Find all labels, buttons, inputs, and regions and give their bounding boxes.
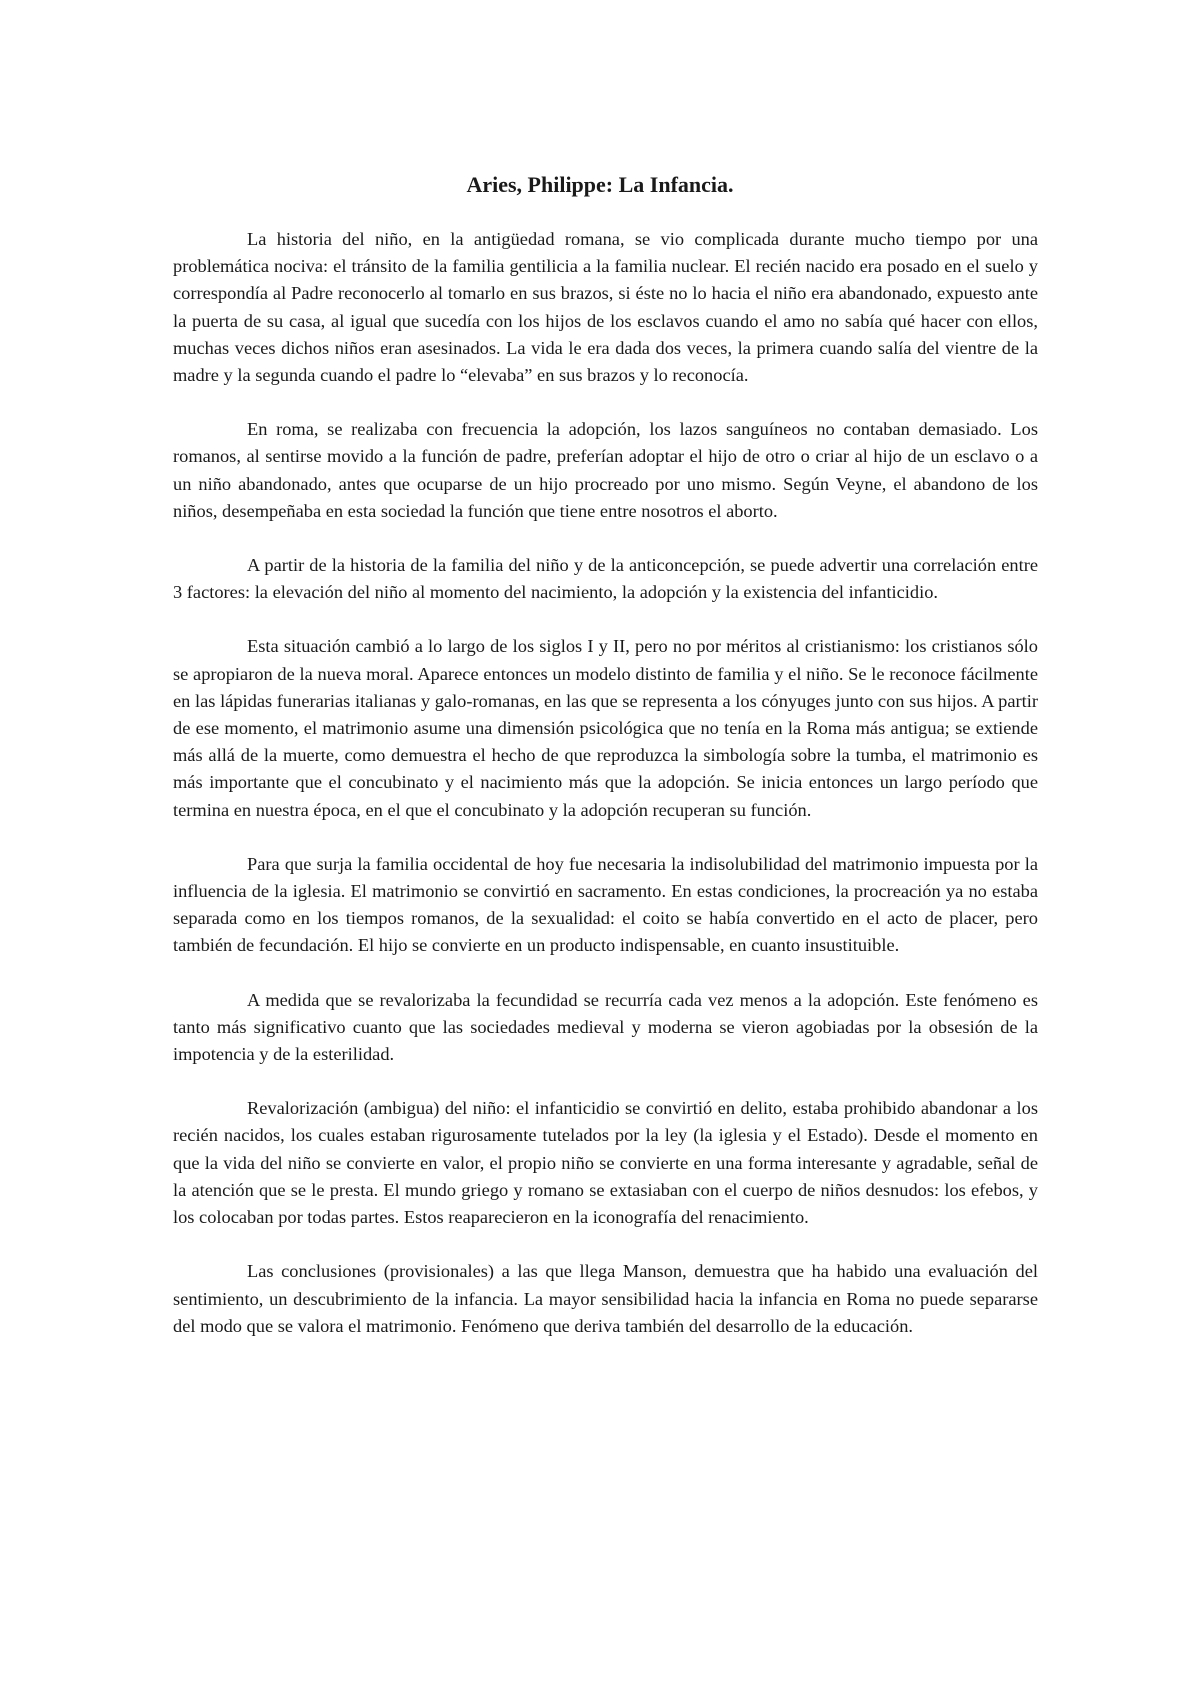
- paragraph-4: Esta situación cambió a lo largo de los siglos I y II, pero no por méritos al cristianismo: los cristianos sólo se apropiaron de la nueva moral. Aparece entonces un modelo distinto de familia y el niño. Se le reconoce fácilmente en las lápidas funerarias italianas y galo-romanas, en las que se representa a los cónyuges junto con sus hijos. A partir de ese momento, el matrimonio asume una dimensión psicológica que no tenía en la Roma más antigua; se extiende más allá de la muerte, como demuestra el hecho de que reproduzca la simbología sobre la tumba, el matrimonio es más importante que el concubinato y el nacimiento más que la adopción. Se inicia entonces un largo período que termina en nuestra época, en el que el concubinato y la adopción recuperan su función.: [173, 636, 1038, 820]
- paragraph-6: A medida que se revalorizaba la fecundidad se recurría cada vez menos a la adopción. Este fenómeno es tanto más significativo cuanto que las sociedades medieval y moderna se vieron agobiadas por la obsesión de la impotencia y de la esterilidad.: [173, 989, 1038, 1065]
- paragraph-5: Para que surja la familia occidental de hoy fue necesaria la indisolubilidad del matrimonio impuesta por la influencia de la iglesia. El matrimonio se convirtió en sacramento. En estas condiciones, la procreación ya no estaba separada como en los tiempos romanos, de la sexualidad: el coito se había convertido en el acto de placer, pero también de fecundación. El hijo se convierte en un producto indispensable, en cuanto insustituible.: [173, 853, 1038, 956]
- document-title: Aries, Philippe: La Infancia.: [466, 172, 734, 197]
- document-body: [173, 226, 1038, 1367]
- paragraph-7: Revalorización (ambigua) del niño: el infanticidio se convirtió en delito, estaba prohibido abandonar a los recién nacidos, los cuales estaban rigurosamente tutelados por la ley (la iglesia y el Estado). Desde el momento en que la vida del niño se convierte en valor, el propio niño se convierte en una forma interesante y agradable, señal de la atención que se le presta. El mundo griego y romano se extasiaban con el cuerpo de niños desnudos: los efebos, y los colocaban por todas partes. Estos reaparecieron en la iconografía del renacimiento.: [173, 1098, 1038, 1228]
- paragraph-1: La historia del niño, en la antigüedad romana, se vio complicada durante mucho tiempo por una problemática nociva: el tránsito de la familia gentilicia a la familia nuclear. El recién nacido era posado en el suelo y correspondía al Padre reconocerlo al tomarlo en sus brazos, si éste no lo hacia el niño era abandonado, expuesto ante la puerta de su casa, al igual que sucedía con los hijos de los esclavos cuando el amo no sabía qué hacer con ellos, muchas veces dichos niños eran asesinados. La vida le era dada dos veces, la primera cuando salía del vientre de la madre y la segunda cuando el padre lo “elevaba” en sus brazos y lo reconocía.: [173, 229, 1038, 386]
- paragraph-2: En roma, se realizaba con frecuencia la adopción, los lazos sanguíneos no contaban demasiado. Los romanos, al sentirse movido a la función de padre, preferían adoptar el hijo de otro o criar al hijo de un esclavo o a un niño abandonado, antes que ocuparse de un hijo procreado por uno mismo. Según Veyne, el abandono de los niños, desempeñaba en esta sociedad la función que tiene entre nosotros el aborto.: [173, 419, 1038, 521]
- paragraph-3: A partir de la historia de la familia del niño y de la anticoncepción, se puede advertir una correlación entre 3 factores: la elevación del niño al momento del nacimiento, la adopción y la existencia del infanticidio.: [173, 555, 1038, 603]
- paragraph-8: Las conclusiones (provisionales) a las que llega Manson, demuestra que ha habido una evaluación del sentimiento, un descubrimiento de la infancia. La mayor sensibilidad hacia la infancia en Roma no puede separarse del modo que se valora el matrimonio. Fenómeno que deriva también del desarrollo de la educación.: [173, 1261, 1038, 1336]
